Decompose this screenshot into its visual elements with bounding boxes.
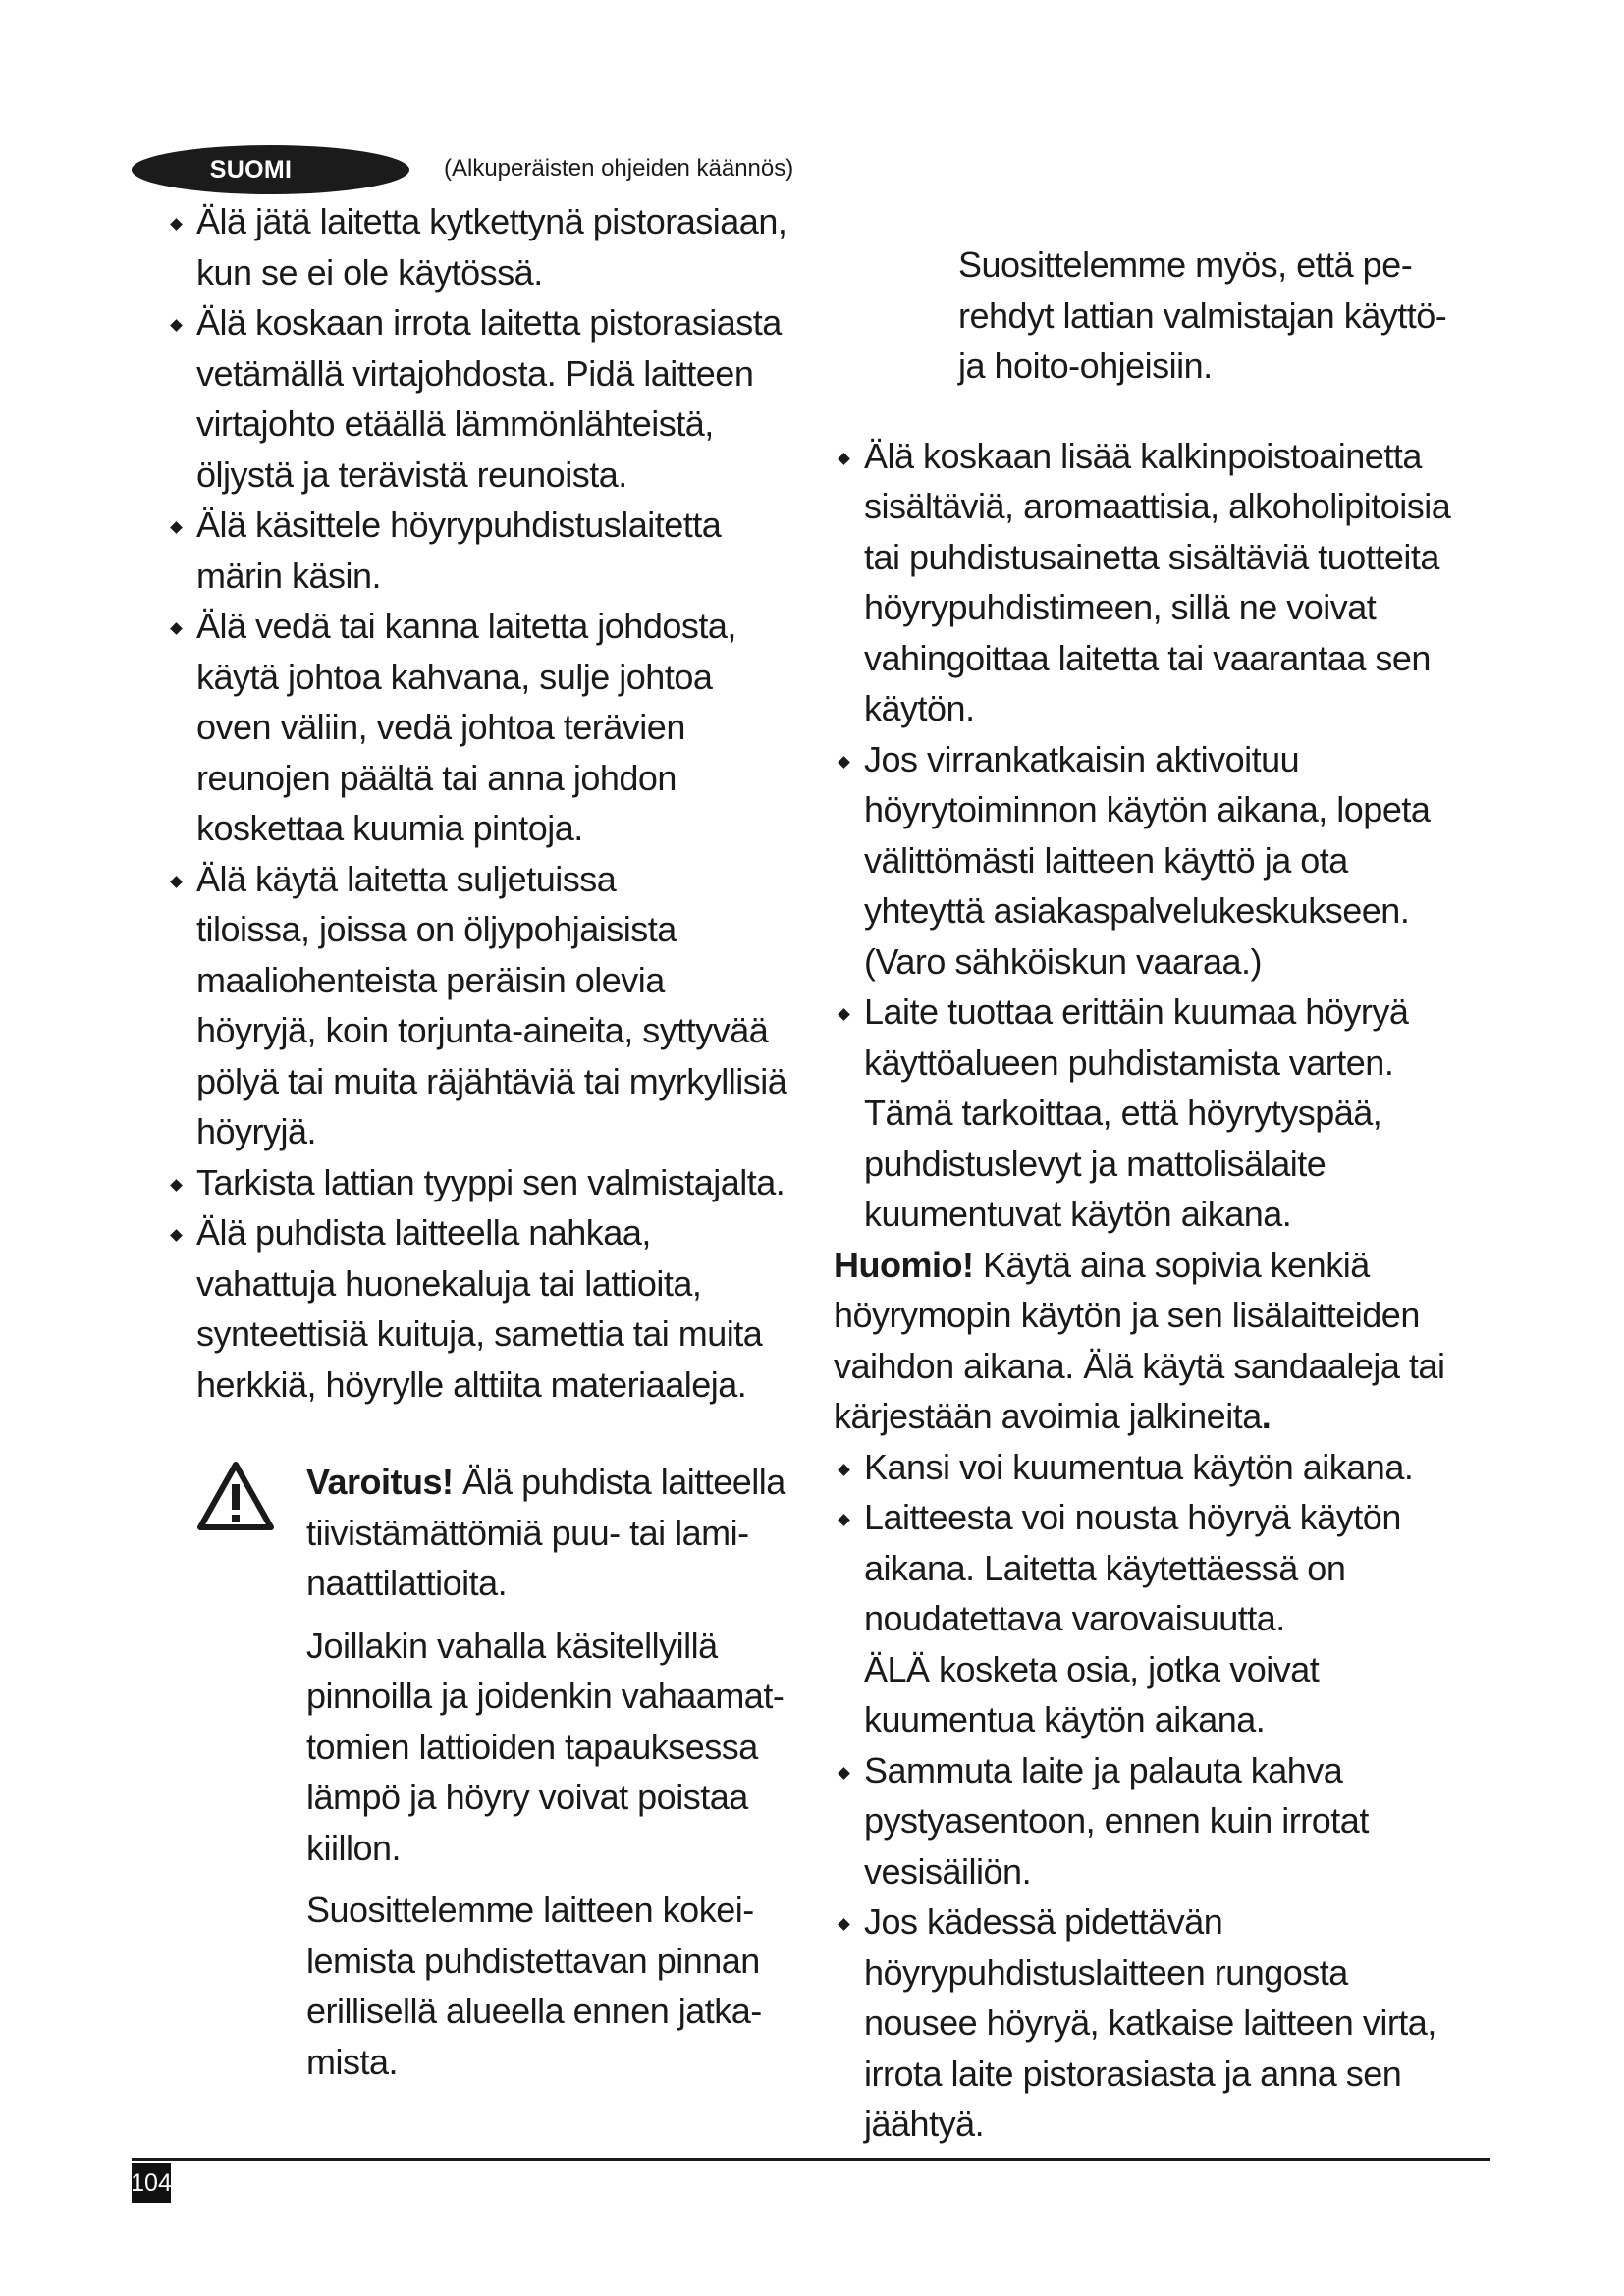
warning-body: Älä puhdista laitteella tiivistämättömiä puu- tai lami- naattilattioita. (306, 1462, 785, 1603)
list-item: Tarkista lattian tyyppi sen valmistajalta. (169, 1157, 854, 1208)
warning-block (196, 1457, 854, 2087)
left-column (196, 196, 854, 2099)
safety-list-right-b (837, 1442, 1504, 2150)
list-item: Laitteesta voi nousta höyryä käytön aikana. Laitetta käytettäessä on noudatettava varovaisuutta. ÄLÄ kosketa osia, jotka voivat kuumentua käytön aikana. (837, 1492, 1504, 1745)
page-number: 104 (132, 2163, 171, 2203)
note-end: . (1261, 1396, 1272, 1436)
warning-paragraph: Suosittelemme laitteen kokei- lemista puhdistettavan pinnan erillisellä alueella ennen jatka- mista. (306, 1890, 762, 2082)
list-item: Jos virrankatkaisin aktivoituu höyrytoiminnon käytön aikana, lopeta välittömästi laitteen käyttö ja ota yhteyttä asiakaspalvelukeskukseen. (Varo sähköiskun vaaraa.) (837, 734, 1504, 988)
list-item: Laite tuottaa erittäin kuumaa höyryä käyttöalueen puhdistamista varten. Tämä tarkoittaa, että höyrytyspää, puhdistuslevyt ja mattolisälaite kuumentuvat käytön aikana. (837, 987, 1504, 1240)
warning-triangle-icon (196, 1461, 275, 1531)
note-body: Käytä aina sopivia kenkiä höyrymopin käytön ja sen lisälaitteiden vaihdon aikana. Älä käytä sandaaleja tai kärjestään avoimia jalkineita (834, 1244, 1445, 1436)
translation-note: (Alkuperäisten ohjeiden käännös) (444, 155, 794, 182)
footer-rule (132, 2158, 1490, 2161)
list-item: Jos kädessä pidettävän höyrypuhdistuslaitteen rungosta nousee höyryä, katkaise laitteen virta, irrota laite pistorasiasta ja anna sen jäähtyä. (837, 1896, 1504, 2150)
safety-list-left (196, 196, 854, 1410)
list-item: Älä koskaan lisää kalkinpoistoainetta sisältäviä, aromaattisia, alkoholipitoisia tai puhdistusainetta sisältäviä tuotteita höyrypuhdistimeen, sillä ne voivat vahingoittaa laitetta tai vaarantaa sen käytön. (837, 431, 1504, 734)
list-item: Älä jätä laitetta kytkettynä pistorasiaan, kun se ei ole käytössä. (169, 196, 854, 297)
right-column (834, 240, 1504, 2150)
warning-text (306, 1457, 854, 1609)
list-item: Älä koskaan irrota laitetta pistorasiasta vetämällä virtajohdosta. Pidä laitteen virtajohto etäällä lämmönlähteistä, öljystä ja terävistä reunoista. (169, 297, 854, 500)
list-item: Kansi voi kuumentua käytön aikana. (837, 1442, 1504, 1493)
warning-paragraph: Joillakin vahalla käsitellyillä pinnoilla ja joidenkin vahaamat- tomien lattioiden tapauksessa lämpö ja höyry voivat poistaa kiillon. (306, 1625, 785, 1868)
language-badge (132, 145, 409, 194)
note-paragraph (834, 1240, 1504, 1442)
safety-list-right-a (837, 431, 1504, 1240)
warning-label: Varoitus! (306, 1462, 454, 1502)
list-item: Älä käsittele höyrypuhdistuslaitetta märin käsin. (169, 500, 854, 601)
recommend-paragraph: Suosittelemme myös, että pe- rehdyt lattian valmistajan käyttö- ja hoito-ohjeisiin. (958, 244, 1447, 386)
list-item: Älä vedä tai kanna laitetta johdosta, käytä johtoa kahvana, sulje johtoa oven väliin, vedä johtoa terävien reunojen päältä tai anna johdon koskettaa kuumia pintoja. (169, 601, 854, 854)
list-item: Älä puhdista laitteella nahkaa, vahattuja huonekaluja tai lattioita, synteettisiä kuituja, samettia tai muita herkkiä, höyrylle alttiita materiaaleja. (169, 1207, 854, 1410)
note-label: Huomio! (834, 1244, 974, 1285)
list-item: Sammuta laite ja palauta kahva pystyasentoon, ennen kuin irrotat vesisäiliön. (837, 1745, 1504, 1897)
language-label: SUOMI (209, 155, 293, 184)
list-item: Älä käytä laitetta suljetuissa tiloissa, joissa on öljypohjaisista maaliohenteista peräisin olevia höyryjä, koin torjunta-aineita, syttyvää pölyä tai muita räjähtäviä tai myrkyllisiä höyryjä. (169, 854, 854, 1157)
